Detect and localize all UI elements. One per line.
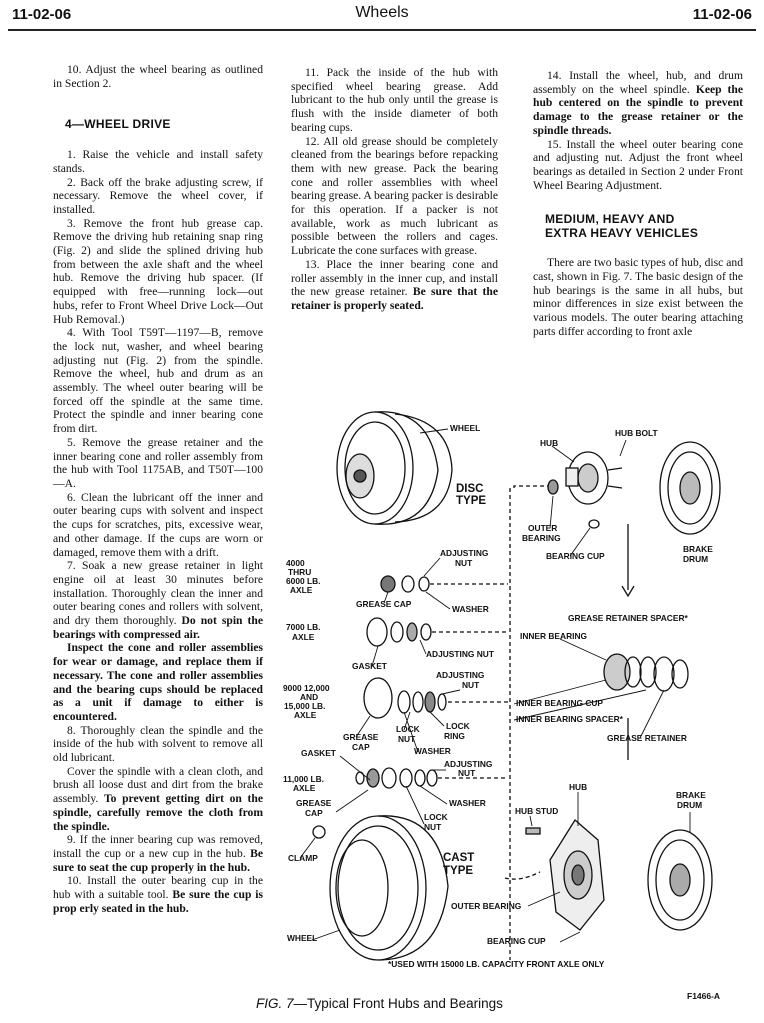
label-grease-retainer: GREASE RETAINER bbox=[607, 733, 687, 743]
label-cast-type: TYPE bbox=[443, 865, 474, 877]
label-washer-3: WASHER bbox=[449, 798, 486, 808]
inner-bearing-parts bbox=[604, 654, 688, 760]
axle-4000-6000-parts bbox=[381, 576, 508, 592]
label-gasket: GASKET bbox=[352, 661, 387, 671]
label-adjusting-nut-d1: ADJUSTING bbox=[444, 759, 493, 769]
label-adjusting-nut-a2: NUT bbox=[455, 558, 473, 568]
label-lock-nut-3-1: LOCK bbox=[424, 812, 448, 822]
brake-drum-2-illustration bbox=[648, 830, 712, 930]
label-axle-4000-2: THRU bbox=[288, 567, 312, 577]
heading-line: EXTRA HEAVY VEHICLES bbox=[545, 226, 699, 241]
text: Cover the spindle with a clean cloth, and brush all loose dust and dirt from the brake assembly. bbox=[53, 764, 263, 806]
label-grease-cap: GREASE CAP bbox=[356, 599, 412, 609]
label-hub-2: HUB bbox=[569, 782, 588, 792]
label-cast: CAST bbox=[443, 852, 475, 864]
label-disc-type: TYPE bbox=[456, 495, 487, 507]
brake-drum-illustration bbox=[660, 442, 720, 534]
label-brake-drum-2-1: BRAKE bbox=[676, 790, 706, 800]
label-gasket-2: GASKET bbox=[301, 748, 336, 758]
label-axle-9000-2: AND bbox=[300, 692, 319, 702]
label-axle-9000-4: AXLE bbox=[294, 710, 317, 720]
page-number-right: 11-02-06 bbox=[692, 6, 752, 23]
bold-text: Keep the hub centered on the spindle to prevent damage to the grease retainer or the spindle threads. bbox=[533, 82, 743, 137]
bold-text: Be sure the cup is prop erly seated in the hub. bbox=[53, 888, 263, 915]
label-grease-cap-2-1: GREASE bbox=[343, 732, 379, 742]
label-disc: DISC bbox=[456, 483, 484, 495]
paragraph: 10. Adjust the wheel bearing as outlined in Section 2. bbox=[53, 63, 263, 90]
label-outer-bearing-1: OUTER bbox=[528, 523, 558, 533]
heading-line: MEDIUM, HEAVY AND bbox=[545, 212, 675, 227]
label-axle-11000-1: 11,000 LB. bbox=[283, 774, 324, 784]
paragraph: 11. Pack the inside of the hub with specified wheel bearing grease. Add lubricant to the hub only until the grease is flush with the inside diameter of both bearing cups. bbox=[291, 66, 498, 134]
label-hub-bolt: HUB BOLT bbox=[615, 428, 658, 438]
label-lock-nut-3-2: NUT bbox=[424, 822, 442, 832]
label-grease-retainer-spacer: GREASE RETAINER SPACER* bbox=[568, 613, 688, 623]
label-adjusting-nut-c1: ADJUSTING bbox=[436, 670, 485, 680]
paragraph: 1. Raise the vehicle and install safety stands. bbox=[53, 148, 263, 175]
label-axle-4000-3: 6000 LB. bbox=[286, 576, 321, 586]
paragraph: 12. All old grease should be completely cleaned from the bearings before repacking them with new grease. Pack the bearing cone and roller assemblies with wheel bearing grease. A bearing packer is desirable for this operation. If a packer is not available, work as much lubricant as possible between the rollers and cages. Lubricate the cone surfaces with grease. bbox=[291, 134, 498, 258]
label-axle-9000-3: 15,000 LB. bbox=[284, 701, 326, 711]
page-number-left: 11-02-06 bbox=[12, 6, 72, 23]
paragraph: 2. Back off the brake adjusting screw, if necessary. Remove the wheel cover, if installed. bbox=[53, 175, 263, 216]
label-axle-7000-1: 7000 LB. bbox=[286, 622, 321, 632]
label-inner-bearing: INNER BEARING bbox=[520, 631, 588, 641]
label-lock-nut-2: NUT bbox=[398, 734, 416, 744]
label-adjusting-nut-a1: ADJUSTING bbox=[440, 548, 489, 558]
section-heading: 4—WHEEL DRIVE bbox=[65, 117, 171, 132]
label-outer-bearing-2: BEARING bbox=[522, 533, 561, 543]
figure-number: FIG. 7 bbox=[256, 996, 294, 1011]
label-bearing-cup-2: BEARING CUP bbox=[487, 936, 546, 946]
label-grease-cap-2-2: CAP bbox=[352, 742, 370, 752]
paragraph: 15. Install the wheel outer bearing cone and adjusting nut. Adjust the front wheel bearings as detailed in Section 2 under Front Wheel Bearing Adjustment. bbox=[533, 137, 743, 192]
label-brake-drum-1: BRAKE bbox=[683, 544, 713, 554]
disc-hub-illustration bbox=[566, 452, 622, 504]
label-bearing-cup: BEARING CUP bbox=[546, 551, 605, 561]
paragraph: 4. With Tool T59T—1197—B, remove the lock nut, washer, and wheel bearing adjusting nut (Fig. 2) from the spindle. Remove the wheel, hub and drum as an assembly. The wheel outer bearing will be forced off the spindle at the same time. Protect the spindle and inner bearing cone from dirt. bbox=[53, 326, 263, 436]
disc-wheel-illustration bbox=[337, 412, 452, 525]
bold-text: Inspect the cone and roller assemblies for wear or damage, and replace them if necessary. The cone and roller assemblies and the bearing cups should be replaced as a unit if damage to either is encountered. bbox=[53, 641, 263, 723]
label-adjusting-nut-d2: NUT bbox=[458, 768, 476, 778]
figure-footnote: *USED WITH 15000 LB. CAPACITY FRONT AXLE ONLY bbox=[388, 959, 605, 969]
axle-9000-15000-parts bbox=[364, 678, 508, 718]
label-grease-cap-3-2: CAP bbox=[305, 808, 323, 818]
label-wheel-top: WHEEL bbox=[450, 423, 481, 433]
label-grease-cap-3-1: GREASE bbox=[296, 798, 332, 808]
cast-hub-illustration bbox=[526, 820, 604, 930]
label-axle-7000-2: AXLE bbox=[292, 632, 315, 642]
paragraph: 6. Clean the lubricant off the inner and outer bearing cups with solvent and inspect the cups for scratches, pits, excessive wear, and other damage. If the cups are worn or damaged, remove them with a drift. bbox=[53, 490, 263, 559]
axle-11000-parts bbox=[356, 768, 508, 788]
label-hub: HUB bbox=[540, 438, 559, 448]
label-outer-bearing-2: OUTER BEARING bbox=[451, 901, 522, 911]
bold-text: Be sure to seat the cup properly in the hub. bbox=[53, 846, 263, 874]
bold-text: Do not spin the bearings with compressed air. bbox=[53, 614, 263, 641]
figure-id: F1466-A bbox=[687, 991, 721, 1001]
label-adjusting-nut-b: ADJUSTING NUT bbox=[426, 649, 494, 659]
bold-text: To prevent getting dirt on the spindle, carefully remove the cloth from the spindle. bbox=[53, 792, 263, 833]
text: 13. Place the inner bearing cone and roller assembly in the inner cup, and install the new grease retainer. bbox=[291, 257, 498, 299]
label-brake-drum-2-2: DRUM bbox=[677, 800, 703, 810]
label-clamp: CLAMP bbox=[288, 853, 318, 863]
paragraph: 8. Thoroughly clean the spindle and the inside of the hub with solvent to remove all old lubricant. bbox=[53, 723, 263, 765]
bold-text: Be sure that the retainer is properly seated. bbox=[291, 285, 498, 312]
label-adjusting-nut-c2: NUT bbox=[462, 680, 480, 690]
text: 7. Soak a new grease retainer in light engine oil at least 30 minutes before installation. Thoroughly clean the inner and outer bearing cones and rollers with solvent, and dry them thoroughly. bbox=[53, 559, 263, 628]
label-axle-4000-1: 4000 bbox=[286, 558, 305, 568]
label-inner-bearing-spacer: INNER BEARING SPACER* bbox=[516, 714, 623, 724]
paragraph: There are two basic types of hub, disc and cast, shown in Fig. 7. The basic design of the hub bearings is the same in all hubs, but minor differences in size exist between the various models. The outer bearing attaching parts differ according to front axle bbox=[533, 256, 743, 338]
label-axle-4000-4: AXLE bbox=[290, 585, 313, 595]
label-axle-11000-2: AXLE bbox=[293, 783, 316, 793]
paragraph: 3. Remove the front hub grease cap. Remove the driving hub retaining snap ring (Fig. 2) and slide the splined driving hub from between the axle shaft and the wheel hub. Remove the driving hub spacer. (If equipped with free—running lock—out hubs, refer to Front Wheel Drive Lock—Out Hub Removal.) bbox=[53, 216, 263, 326]
label-washer-2: WASHER bbox=[414, 746, 451, 756]
label-axle-9000-1: 9000 12,000 bbox=[283, 683, 330, 693]
cast-wheel-illustration bbox=[313, 816, 448, 960]
caption-text: —Typical Front Hubs and Bearings bbox=[293, 996, 503, 1011]
figure-caption bbox=[256, 996, 503, 1011]
label-lock-nut-1: LOCK bbox=[396, 724, 420, 734]
label-lock-ring-1: LOCK bbox=[446, 721, 470, 731]
label-inner-bearing-cup: INNER BEARING CUP bbox=[516, 698, 604, 708]
label-lock-ring-2: RING bbox=[444, 731, 465, 741]
text: 14. Install the wheel, hub, and drum assembly on the wheel spindle. bbox=[533, 69, 743, 96]
paragraph: 5. Remove the grease retainer and the inner bearing cone and roller assembly from the hub with Tool 1175AB, and T50T—100—A. bbox=[53, 435, 263, 490]
page-title: Wheels bbox=[355, 4, 409, 21]
text: 9. If the inner bearing cup was removed, install the cup or a new cup in the hub. bbox=[53, 833, 263, 860]
label-washer: WASHER bbox=[452, 604, 489, 614]
axle-7000-parts bbox=[367, 618, 508, 646]
label-brake-drum-2: DRUM bbox=[683, 554, 709, 564]
text: 10. Install the outer bearing cup in the hub with a suitable tool. bbox=[53, 874, 263, 902]
label-hub-stud: HUB STUD bbox=[515, 806, 559, 816]
label-wheel-bottom: WHEEL bbox=[287, 933, 318, 943]
